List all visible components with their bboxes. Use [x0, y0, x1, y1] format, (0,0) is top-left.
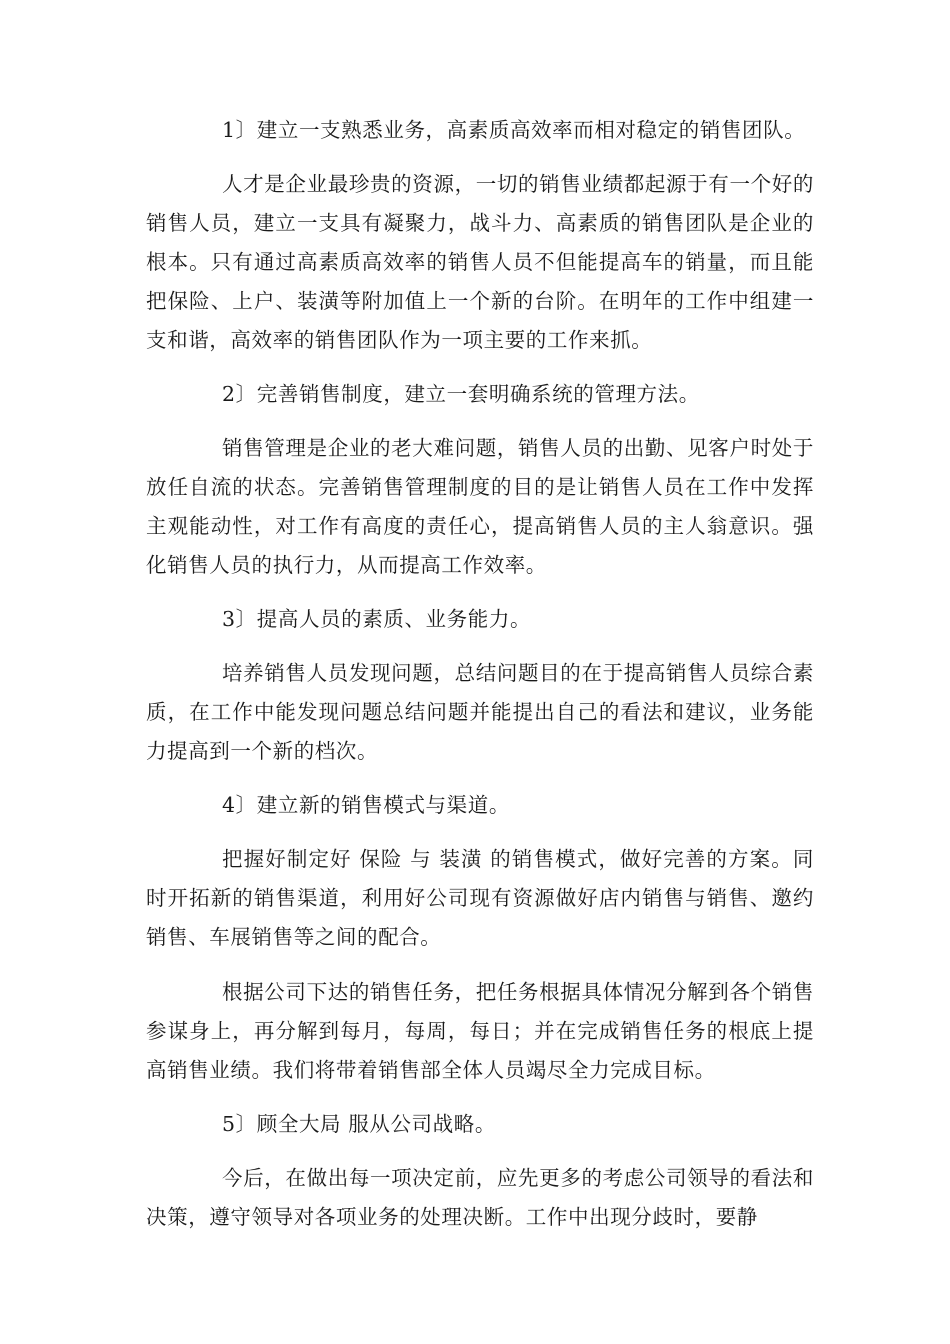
paragraph: 销售管理是企业的老大难问题，销售人员的出勤、见客户时处于放任自流的状态。完善销售管理制度的目的是让销售人员在工作中发挥主观能动性，对工作有高度的责任心，提高销售人员的主人翁意识。强化销售人员的执行力，从而提高工作效率。: [146, 436, 814, 577]
section-heading-1: 1〕建立一支熟悉业务，高素质高效率而相对稳定的销售团队。: [222, 118, 806, 142]
paragraph: 把握好制定好 保险 与 装潢 的销售模式，做好完善的方案。同时开拓新的销售渠道，利用好公司现有资源做好店内销售与销售、邀约销售、车展销售等之间的配合。: [146, 847, 814, 949]
paragraph: 人才是企业最珍贵的资源，一切的销售业绩都起源于有一个好的销售人员，建立一支具有凝聚力，战斗力、高素质的销售团队是企业的根本。只有通过高素质高效率的销售人员不但能提高车的销量，而且能把保险、上户、装潢等附加值上一个新的台阶。在明年的工作中组建一支和谐，高效率的销售团队作为一项主要的工作来抓。: [146, 172, 814, 352]
section-heading-2: 2〕完善销售制度，建立一套明确系统的管理方法。: [222, 382, 700, 406]
paragraph: 培养销售人员发现问题，总结问题目的在于提高销售人员综合素质，在工作中能发现问题总结问题并能提出自己的看法和建议，业务能力提高到一个新的档次。: [146, 661, 814, 763]
paragraph: 根据公司下达的销售任务，把任务根据具体情况分解到各个销售参谋身上，再分解到每月，每周，每日；并在完成销售任务的根底上提高销售业绩。我们将带着销售部全体人员竭尽全力完成目标。: [146, 980, 814, 1082]
paragraph: 今后，在做出每一项决定前，应先更多的考虑公司领导的看法和决策，遵守领导对各项业务的处理决断。工作中出现分歧时，要静: [146, 1166, 814, 1229]
section-heading-3: 3〕提高人员的素质、业务能力。: [222, 607, 532, 631]
section-heading-4: 4〕建立新的销售模式与渠道。: [222, 793, 510, 817]
document-page: [146, 112, 814, 1237]
section-heading-5: 5〕顾全大局 服从公司战略。: [222, 1112, 496, 1136]
